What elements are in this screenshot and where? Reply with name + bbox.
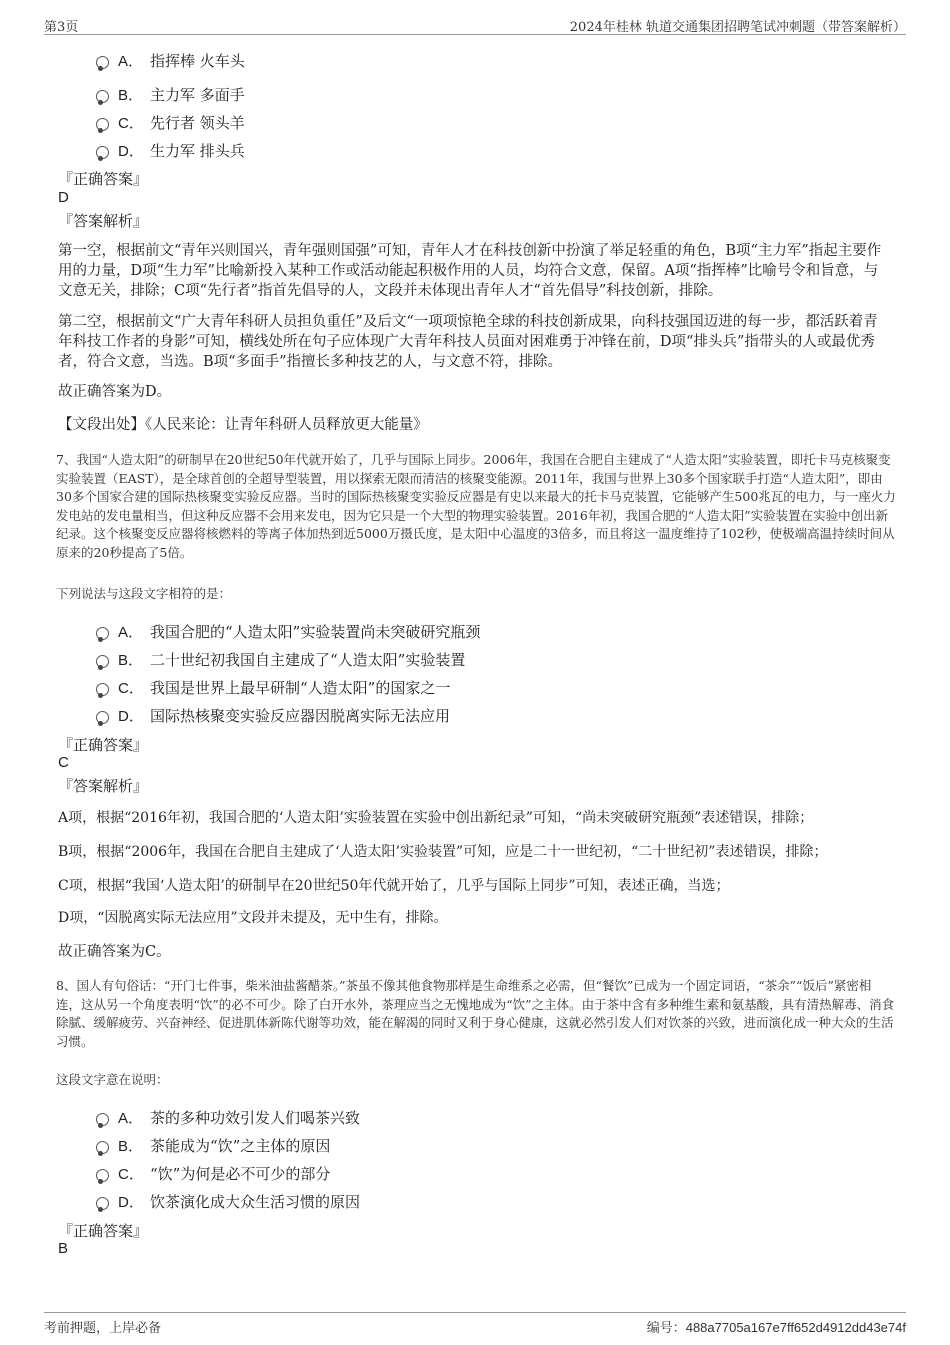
q7-analysis-a: A项，根据“2016年初，我国合肥的‘人造太阳’实验装置在实验中创出新纪录”可知，“尚未突破研究瓶颈”表述错误，排除； — [58, 810, 814, 826]
q6-analysis-paragraph-2: 第二空，根据前文“广大青年科研人员担负重任”及后文“一项项惊艳全球的科技创新成果，向科技强国迈进的每一步，都活跃着青年科技工作者的身影”可知，横线处所在句子应体现广大青年科技人员面对困难勇于冲锋在前，D项“排头兵”指带头的人或最优秀者，符合文意，当选。B项“多面手”指擅长多种技艺的人，与文意不符，排除。 — [58, 314, 878, 370]
footer-code: 编号：488a7705a167e7ff652d4912dd43e74f — [646, 1320, 906, 1335]
q6-answer: D — [58, 189, 69, 206]
radio-icon[interactable] — [96, 56, 109, 69]
radio-icon[interactable] — [96, 90, 109, 103]
q6-option-b[interactable]: B． 主力军 多面手 — [96, 84, 245, 105]
q7-answer: C — [58, 754, 69, 771]
q8-answer: B — [58, 1240, 69, 1257]
q6-option-c[interactable]: C． 先行者 领头羊 — [96, 112, 245, 133]
q6-option-d[interactable]: D． 生力军 排头兵 — [96, 140, 245, 161]
q7-option-b[interactable]: B． 二十世纪初我国自主建成了“人造太阳”实验装置 — [96, 649, 465, 670]
radio-icon[interactable] — [96, 655, 109, 668]
q7-analysis-d: D项，“因脱离实际无法应用”文段并未提及，无中生有，排除。 — [58, 910, 448, 926]
q6-answer-label: 『正确答案』 — [58, 170, 149, 188]
q6-conclusion: 故正确答案为D。 — [58, 384, 172, 400]
radio-icon[interactable] — [96, 683, 109, 696]
q7-analysis-c: C项，根据“我国‘人造太阳’的研制早在20世纪50年代就开始了，几乎与国际上同步”可知，表述正确，当选； — [58, 878, 730, 894]
q8-option-d[interactable]: D． 饮茶演化成大众生活习惯的原因 — [96, 1191, 360, 1212]
q6-analysis-paragraph-1: 第一空，根据前文“青年兴则国兴，青年强则国强”可知，青年人才在科技创新中扮演了举足轻重的角色，B项“主力军”指起主要作用的力量，D项“生力军”比喻新投入某种工作或活动能起积极作用的人员，均符合文意，保留。A项“指挥棒”比喻号令和旨意，与文意无关，排除；C项“先行者”指首先倡导的人，文段并未体现出青年人才“首先倡导”科技创新，排除。 — [58, 243, 882, 299]
radio-icon[interactable] — [96, 1197, 109, 1210]
page-header — [44, 14, 906, 35]
q8-option-c[interactable]: C． “饮”为何是必不可少的部分 — [96, 1163, 330, 1184]
q8-option-a[interactable]: A． 茶的多种功效引发人们喝茶兴致 — [96, 1107, 360, 1128]
radio-icon[interactable] — [96, 1113, 109, 1126]
q7-option-c[interactable]: C． 我国是世界上最早研制“人造太阳”的国家之一 — [96, 677, 450, 698]
radio-icon[interactable] — [96, 1141, 109, 1154]
q8-option-b[interactable]: B． 茶能成为“饮”之主体的原因 — [96, 1135, 330, 1156]
page-number: 第3页 — [44, 20, 79, 35]
q7-answer-label: 『正确答案』 — [58, 736, 149, 754]
q7-option-d[interactable]: D． 国际热核聚变实验反应器因脱离实际无法应用 — [96, 705, 450, 726]
q7-analysis-b: B项，根据“2006年，我国在合肥自主建成了‘人造太阳’实验装置”可知，应是二十一世纪初，“二十世纪初”表述错误，排除； — [58, 844, 828, 860]
radio-icon[interactable] — [96, 627, 109, 640]
document-title: 2024年桂林 轨道交通集团招聘笔试冲刺题（带答案解析） — [569, 20, 906, 35]
q6-analysis-label: 『答案解析』 — [58, 212, 149, 230]
radio-icon[interactable] — [96, 146, 109, 159]
q7-conclusion: 故正确答案为C。 — [58, 944, 171, 960]
q6-option-a[interactable]: A． 指挥棒 火车头 — [96, 50, 245, 71]
q8-passage: 8、国人有句俗话：“开门七件事，柴米油盐酱醋茶。”茶虽不像其他食物那样是生命维系之必需，但“餐饮”已成为一个固定词语，“茶余”“饭后”紧密相连，这从另一个角度表明“饮”的必不可少。除了白开水外，茶理应当之无愧地成为“饮”之主体。由于茶中含有多种维生素和氨基酸，具有清热解毒、消食除腻、缓解疲劳、兴奋神经、促进肌体新陈代谢等功效，能在解渴的同时又利于身心健康，这就必然引发人们对饮茶的兴致，进而演化成一种大众的生活习惯。 — [56, 978, 895, 1049]
footer-slogan: 考前押题，上岸必备 — [44, 1321, 162, 1336]
radio-icon[interactable] — [96, 1169, 109, 1182]
page-footer — [44, 1312, 906, 1337]
q7-analysis-label: 『答案解析』 — [58, 777, 149, 795]
q7-passage: 7、我国“人造太阳”的研制早在20世纪50年代就开始了，几乎与国际上同步。2006年，我国在合肥自主建成了“人造太阳”实验装置，即托卡马克核聚变实验装置（EAST），是全球首创的全超导型装置，用以探索无限而清洁的核聚变能源。2011年，我国与世界上30多个国家联手打造“人造太阳”，即由30多个国家合建的国际热核聚变实验反应器。当时的国际热核聚变实验反应器是有史以来最大的托卡马克装置，它能够产生500兆瓦的电力，与一座火力发电站的发电量相当，但这种反应器不会用来发电，因为它只是一个大型的物理实验装置。2016年初，我国合肥的“人造太阳”实验装置在实验中创出新纪录。这个核聚变反应器将核燃料的等离子体加热到近5000万摄氏度，是太阳中心温度的3倍多，而且将这一温度维持了102秒，使极端高温持续时间从原来的20秒提高了5倍。 — [56, 452, 896, 560]
q7-option-a[interactable]: A． 我国合肥的“人造太阳”实验装置尚未突破研究瓶颈 — [96, 621, 480, 642]
radio-icon[interactable] — [96, 711, 109, 724]
q8-question: 这段文字意在说明： — [56, 1072, 169, 1087]
radio-icon[interactable] — [96, 118, 109, 131]
q8-answer-label: 『正确答案』 — [58, 1222, 149, 1240]
q7-question: 下列说法与这段文字相符的是： — [56, 586, 232, 601]
q6-source: 【文段出处】《人民来论：让青年科研人员释放更大能量》 — [58, 417, 428, 433]
